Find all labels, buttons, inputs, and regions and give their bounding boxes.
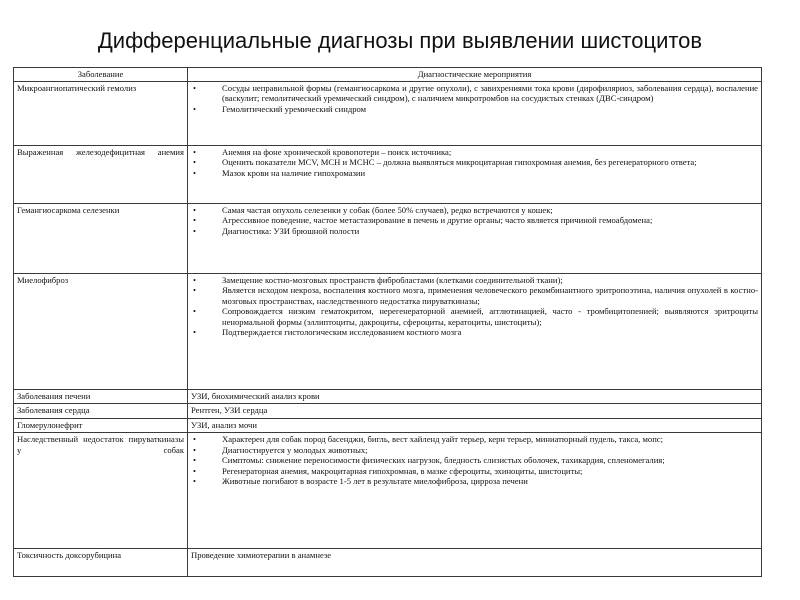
list-item: • Животные погибают в возрасте 1-5 лет в результате миелофиброза, цирроза печени xyxy=(193,476,528,487)
list-item: • Гемолитический уремический синдром xyxy=(193,103,367,114)
table-row xyxy=(14,433,762,549)
list-item: • Самая частая опухоль селезенки у собак (более 50% случаев), редко встречаются у кошек; xyxy=(193,205,553,215)
slide-title: Дифференциальные диагнозы при выявлении шистоцитов xyxy=(97,28,703,53)
bullet-icon: • xyxy=(193,306,197,317)
list-item: • Сосуды неправильной формы (гемангиосаркома и другие опухоли), с завихрениями тока крови (дирофиляриоз, заболевания сердца), воспаление (васкулит; гемолитический уремический синдром), с наличием микротромбов на сосудистых стенках (ДВС-синдром) xyxy=(193,83,758,104)
table-row xyxy=(14,146,762,204)
list-item: • Симптомы: снижение переносимости физических нагрузок, бледность слизистых оболочек, тахикардия, спленомегалия; xyxy=(193,455,665,466)
list-item: • Диагностика: УЗИ брюшной полости xyxy=(193,225,360,236)
bullet-icon: • xyxy=(193,103,197,114)
table-row xyxy=(14,390,762,404)
bullet-icon: • xyxy=(193,444,197,455)
table-row xyxy=(14,82,762,146)
list-item: • Характерен для собак пород басенджи, бигль, вест хайленд уайт терьер, керн терьер, миниатюрный пудель, такса, мопс; xyxy=(193,434,664,445)
list-item: • Анемия на фоне хронической кровопотери – поиск источника; xyxy=(193,147,452,157)
table-row xyxy=(14,418,762,432)
bullet-icon: • xyxy=(193,215,197,226)
header-disease: Заболевание xyxy=(14,68,188,82)
disease-cell: Заболевания сердца xyxy=(14,404,188,418)
bullet-icon: • xyxy=(193,205,197,215)
bullet-icon: • xyxy=(193,275,197,285)
measures-cell: Проведение химиотерапии в анамнезе xyxy=(188,549,762,577)
disease-cell: Микроангиопатический гемолиз xyxy=(14,82,188,146)
disease-cell: Выраженная железодефицитная анемия xyxy=(14,146,188,204)
bullet-icon: • xyxy=(193,476,197,487)
bullet-icon: • xyxy=(193,465,197,476)
measures-cell xyxy=(188,433,762,549)
bullet-icon: • xyxy=(193,157,197,168)
table-row xyxy=(14,404,762,418)
bullet-icon: • xyxy=(193,455,197,466)
bullet-icon: • xyxy=(193,434,197,445)
bullet-icon: • xyxy=(193,327,197,338)
bullet-icon: • xyxy=(193,147,197,157)
list-item: • Подтверждается гистологическим исследованием костного мозга xyxy=(193,327,462,338)
list-item: • Является исходом некроза, воспаления костного мозга, применения человеческого рекомбинантного эритропоэтина, наличия опухолей в костно-мозговых пространствах, наследственного недостатка пируваткиназы; xyxy=(193,285,758,306)
measures-cell xyxy=(188,274,762,390)
list-item: • Агрессивное поведение, частое метастазирование в печень и другие органы; часто является причиной гемоабдомена; xyxy=(193,215,653,226)
header-measures: Диагностические мероприятия xyxy=(188,68,762,82)
list-item: • Мазок крови на наличие гипохромазии xyxy=(193,167,366,178)
disease-cell: Наследственный недостаток пируваткиназы у собак xyxy=(14,433,188,549)
disease-cell: Гемангиосаркома селезенки xyxy=(14,204,188,274)
measures-cell: УЗИ, биохимический анализ крови xyxy=(188,390,762,404)
measures-cell xyxy=(188,204,762,274)
table-row xyxy=(14,274,762,390)
bullet-icon: • xyxy=(193,285,197,296)
disease-cell: Токсичность доксорубицина xyxy=(14,549,188,577)
table-row xyxy=(14,204,762,274)
diagnosis-table xyxy=(13,67,762,577)
measures-cell: УЗИ, анализ мочи xyxy=(188,418,762,432)
disease-cell: Гломерулонефрит xyxy=(14,418,188,432)
bullet-icon: • xyxy=(193,225,197,236)
list-item: • Замещение костно-мозговых пространств фибробластами (клетками соединительной ткани); xyxy=(193,275,563,285)
bullet-icon: • xyxy=(193,83,197,93)
measures-cell: Рентген, УЗИ сердца xyxy=(188,404,762,418)
table-row xyxy=(14,549,762,577)
list-item: • Оценить показатели MCV, MCH и MCHC – должна выявляться микроцитарная гипохромная анемия, без регенераторного ответа; xyxy=(193,157,697,168)
list-item: • Диагностируется у молодых животных; xyxy=(193,444,368,455)
bullet-icon: • xyxy=(193,167,197,178)
table-header-row xyxy=(14,68,762,82)
disease-cell: Заболевания печени xyxy=(14,390,188,404)
disease-cell: Миелофиброз xyxy=(14,274,188,390)
list-item: • Сопровождается низким гематокритом, нерегенераторной анемией, агглютинацией, часто - тромбицитопенией; выявляются эритроциты ненормальной формы (эллиптоциты, дакроциты, сфероциты, кератоциты, шистоциты); xyxy=(193,306,758,327)
measures-cell xyxy=(188,82,762,146)
measures-cell xyxy=(188,146,762,204)
list-item: • Регенераторная анемия, макроцитарная гипохромная, в мазке сфероциты, эхиноциты, шистоциты; xyxy=(193,465,583,476)
